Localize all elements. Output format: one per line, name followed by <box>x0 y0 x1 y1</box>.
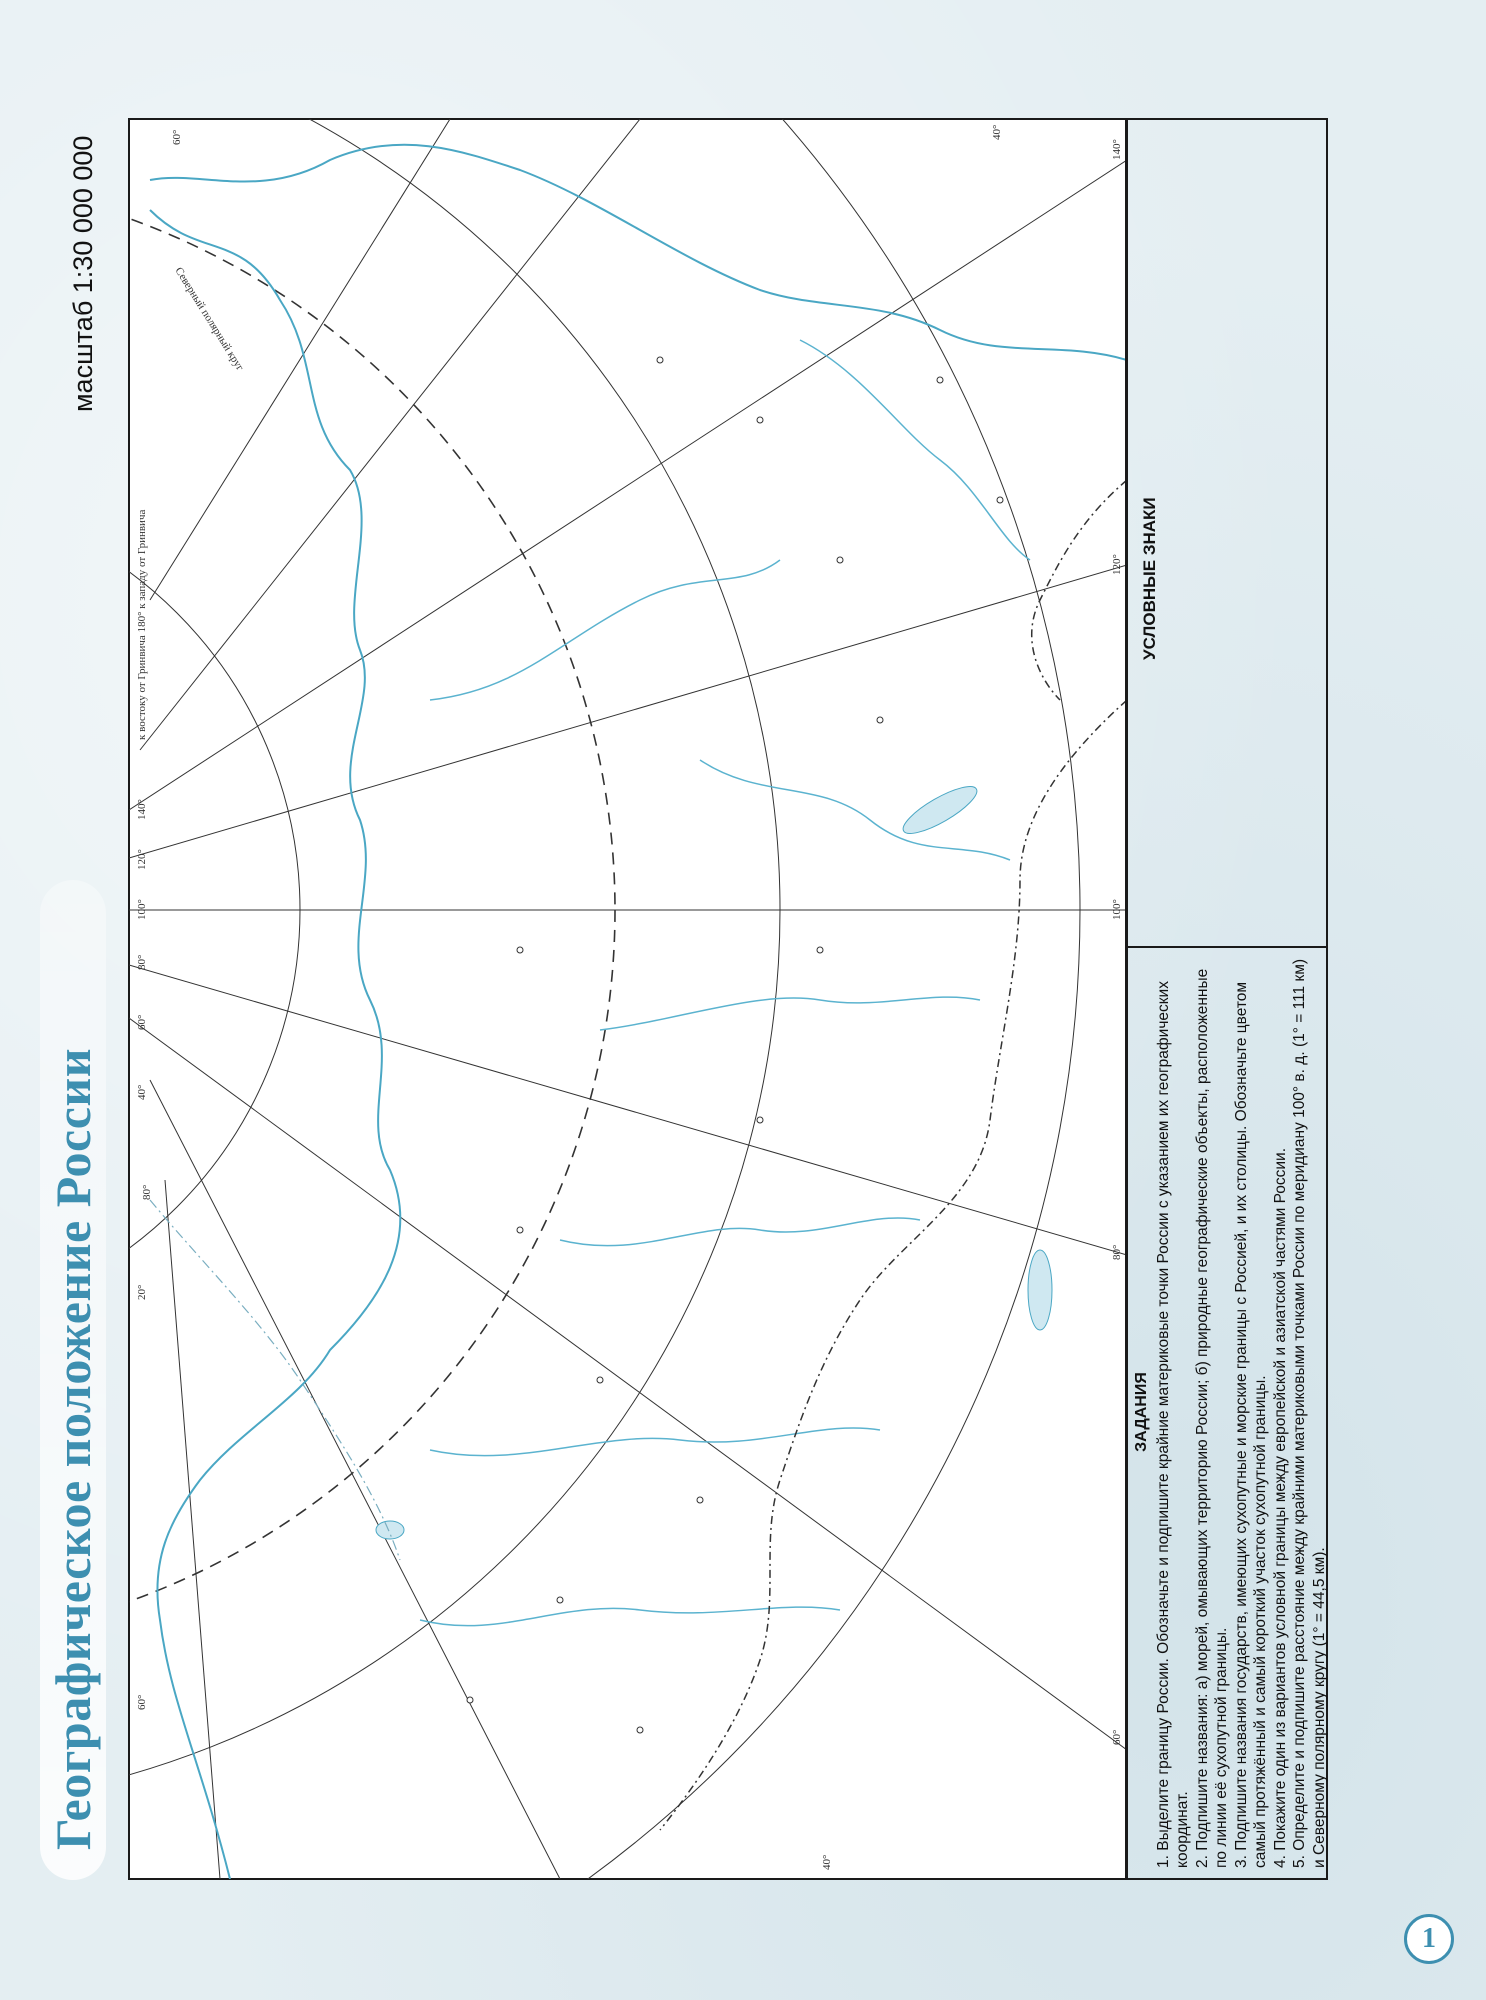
degree-label: 60° <box>136 1694 148 1710</box>
meridian-note: к востоку от Гринвича 180° к западу от Гринвича <box>136 509 148 740</box>
degree-label: 80° <box>136 954 148 970</box>
degree-label: 60° <box>1111 1729 1123 1745</box>
river-5 <box>420 1607 840 1626</box>
lake-balkhash <box>1028 1250 1052 1330</box>
coastline-east <box>150 145 1127 360</box>
arctic-circle-label: Северный полярный круг <box>172 265 247 374</box>
degree-label: 140° <box>1111 139 1123 160</box>
river-6 <box>800 340 1030 560</box>
degree-label: 120° <box>136 849 148 870</box>
meridian-180 <box>150 119 450 600</box>
coastline <box>150 210 400 1879</box>
degree-label: 60° <box>171 129 183 145</box>
degree-label: 100° <box>1111 899 1123 920</box>
meridian-160 <box>140 119 640 750</box>
river-1 <box>430 560 780 700</box>
degree-label: 40° <box>136 1084 148 1100</box>
tasks-heading: ЗАДАНИЯ <box>1133 1372 1150 1452</box>
legend-title: УСЛОВНЫЕ ЗНАКИ <box>1140 497 1159 660</box>
river-3 <box>560 1218 920 1246</box>
degree-label: 80° <box>141 1184 153 1200</box>
scale-label: масштаб 1:30 000 000 <box>68 135 98 412</box>
dateline-dashdot <box>150 1200 400 1560</box>
degree-label: 100° <box>136 899 148 920</box>
degree-label: 120° <box>1111 554 1123 575</box>
river-4 <box>430 1428 880 1456</box>
page-title: Географическое положение России <box>40 880 106 1880</box>
degree-label: 40° <box>991 124 1003 140</box>
meridian-60 <box>129 1018 1127 1750</box>
lake-baikal <box>898 779 983 842</box>
task-item: 3. Подпишите названия государств, имеющих сухопутные и морские границы с Россией, и их столицы. Обозначьте цветом самый протяжённый и самый короткий участок сухопутной границы. <box>1232 981 1269 1868</box>
river-2 <box>600 997 980 1030</box>
degree-label: 20° <box>136 1284 148 1300</box>
meridian-120 <box>129 565 1127 858</box>
lake-ladoga <box>376 1521 404 1539</box>
meridian-20 <box>165 1180 220 1879</box>
task-item: 4. Покажите один из вариантов условной границы между европейской и азиатской частями России. <box>1271 1147 1289 1868</box>
degree-labels <box>136 125 1123 1870</box>
task-item: 1. Выделите границу России. Обозначьте и подпишите крайние материковые точки России с указанием их географических координат. <box>1154 981 1191 1868</box>
page-number: 1 <box>1404 1914 1454 1964</box>
meridian-140 <box>129 160 1127 810</box>
meridian-40 <box>150 1080 560 1879</box>
degree-label: 80° <box>1111 1244 1123 1260</box>
state-border-east <box>1032 480 1127 700</box>
state-border-south <box>660 700 1127 1830</box>
task-item: 5. Определите и подпишите расстояние между крайними материковыми точками России по меридиану 100° в. д. (1° = 111 км) и Северному полярному кругу (1° = 44,5 км). <box>1291 958 1328 1868</box>
meridian-80 <box>129 965 1127 1255</box>
degree-label: 60° <box>136 1014 148 1030</box>
degree-label: 40° <box>821 1854 833 1870</box>
tasks-block <box>1132 956 1329 1868</box>
task-item: 2. Подпишите названия: а) морей, омывающих территорию России; б) природные географические объекты, расположенные по линии её сухопутной границы. <box>1193 968 1230 1868</box>
degree-label: 140° <box>136 799 148 820</box>
river-7 <box>700 760 1010 860</box>
